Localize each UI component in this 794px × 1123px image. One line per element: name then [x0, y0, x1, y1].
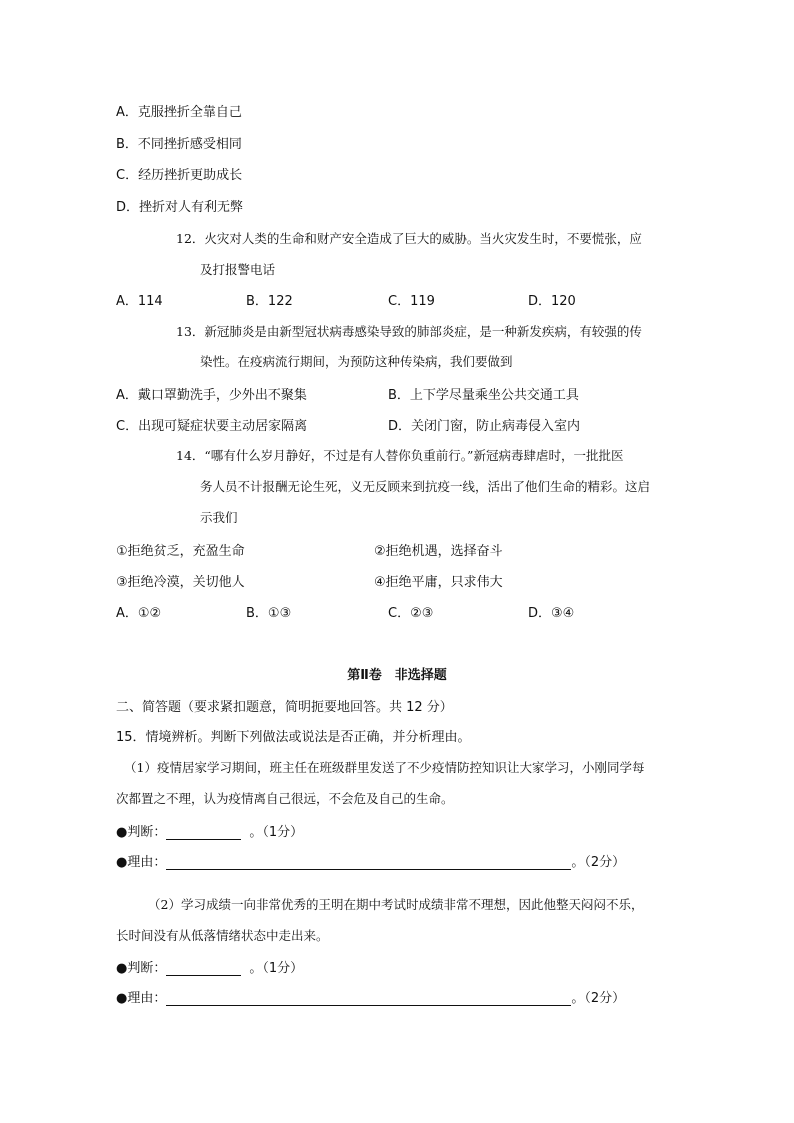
q11-option-b: B．不同挫折感受相同	[116, 137, 242, 152]
q14-statement-4: ④拒绝平庸，只求伟大	[374, 575, 503, 590]
q15-sub2-reason	[116, 987, 625, 1006]
q12-option-d: D．120	[528, 294, 576, 309]
q12-option-a: A．114	[116, 294, 163, 309]
q14-option-c: C．②③	[388, 606, 434, 621]
q15-sub2-line1: （2）学习成绩一向非常优秀的王明在期中考试时成绩非常不理想，因此他整天闷闷不乐，	[148, 897, 644, 912]
q15-sub2-judge	[116, 957, 303, 976]
q11-option-d: D．挫折对人有利无弊	[116, 200, 244, 215]
reason-score: 。（2分）	[571, 991, 626, 1006]
reason-score: 。（2分）	[571, 855, 626, 870]
q13-option-b: B．上下学尽量乘坐公共交通工具	[388, 388, 579, 403]
q12-option-c: C．119	[388, 294, 435, 309]
part2-heading: 第Ⅱ卷 非选择题	[347, 668, 447, 683]
q14-stem-line1: 14．“哪有什么岁月静好，不过是有人替你负重前行。”新冠病毒肆虐时，一批批医	[176, 448, 624, 463]
q12-stem-line2: 及打报警电话	[200, 262, 276, 277]
q13-option-a: A．戴口罩勤洗手，少外出不聚集	[116, 388, 307, 403]
q14-option-a: A．①②	[116, 606, 162, 621]
q15-title: 15．情境辨析。判断下列做法或说法是否正确，并分析理由。	[116, 730, 471, 745]
q15-sub1-line2: 次都置之不理，认为疫情离自己很远，不会危及自己的生命。	[116, 791, 454, 806]
section-heading: 二、简答题（要求紧扣题意，简明扼要地回答。共 12 分）	[116, 700, 453, 715]
reason-label: ●理由：	[116, 855, 167, 870]
q13-stem-line1: 13．新冠肺炎是由新型冠状病毒感染导致的肺部炎症，是一种新发疾病，有较强的传	[176, 324, 642, 339]
reason-label: ●理由：	[116, 991, 167, 1006]
judge-label: ●判断：	[116, 825, 167, 840]
q13-stem-line2: 染性。在疫病流行期间，为预防这种传染病，我们要做到	[200, 354, 513, 369]
judge-score: 。（1分）	[249, 961, 304, 976]
q14-statement-1: ①拒绝贫乏，充盈生命	[116, 544, 245, 559]
q11-option-c: C．经历挫折更助成长	[116, 168, 243, 183]
judge-label: ●判断：	[116, 961, 167, 976]
judge-blank[interactable]	[166, 961, 241, 976]
reason-blank[interactable]	[166, 991, 571, 1006]
reason-blank[interactable]	[166, 855, 571, 870]
q12-option-b: B．122	[246, 294, 293, 309]
judge-score: 。（1分）	[249, 825, 304, 840]
q14-option-d: D．③④	[528, 606, 575, 621]
judge-blank[interactable]	[166, 825, 241, 840]
q13-option-d: D．关闭门窗，防止病毒侵入室内	[388, 419, 581, 434]
q14-stem-line3: 示我们	[200, 510, 238, 525]
q15-sub1-judge	[116, 821, 303, 840]
q12-stem-line1: 12．火灾对人类的生命和财产安全造成了巨大的威胁。当火灾发生时，不要慌张，应	[176, 231, 642, 246]
q15-sub1-reason	[116, 851, 625, 870]
q11-option-a: A．克服挫折全靠自己	[116, 105, 242, 120]
q14-option-b: B．①③	[246, 606, 292, 621]
q15-sub1-line1: （1）疫情居家学习期间，班主任在班级群里发送了不少疫情防控知识让大家学习，小刚同学每	[124, 760, 645, 775]
q14-statement-3: ③拒绝冷漠，关切他人	[116, 575, 245, 590]
q15-sub2-line2: 长时间没有从低落情绪状态中走出来。	[116, 928, 329, 943]
q14-stem-line2: 务人员不计报酬无论生死，义无反顾来到抗疫一线，活出了他们生命的精彩。这启	[200, 479, 651, 494]
q14-statement-2: ②拒绝机遇，选择奋斗	[374, 544, 503, 559]
q13-option-c: C．出现可疑症状要主动居家隔离	[116, 419, 308, 434]
